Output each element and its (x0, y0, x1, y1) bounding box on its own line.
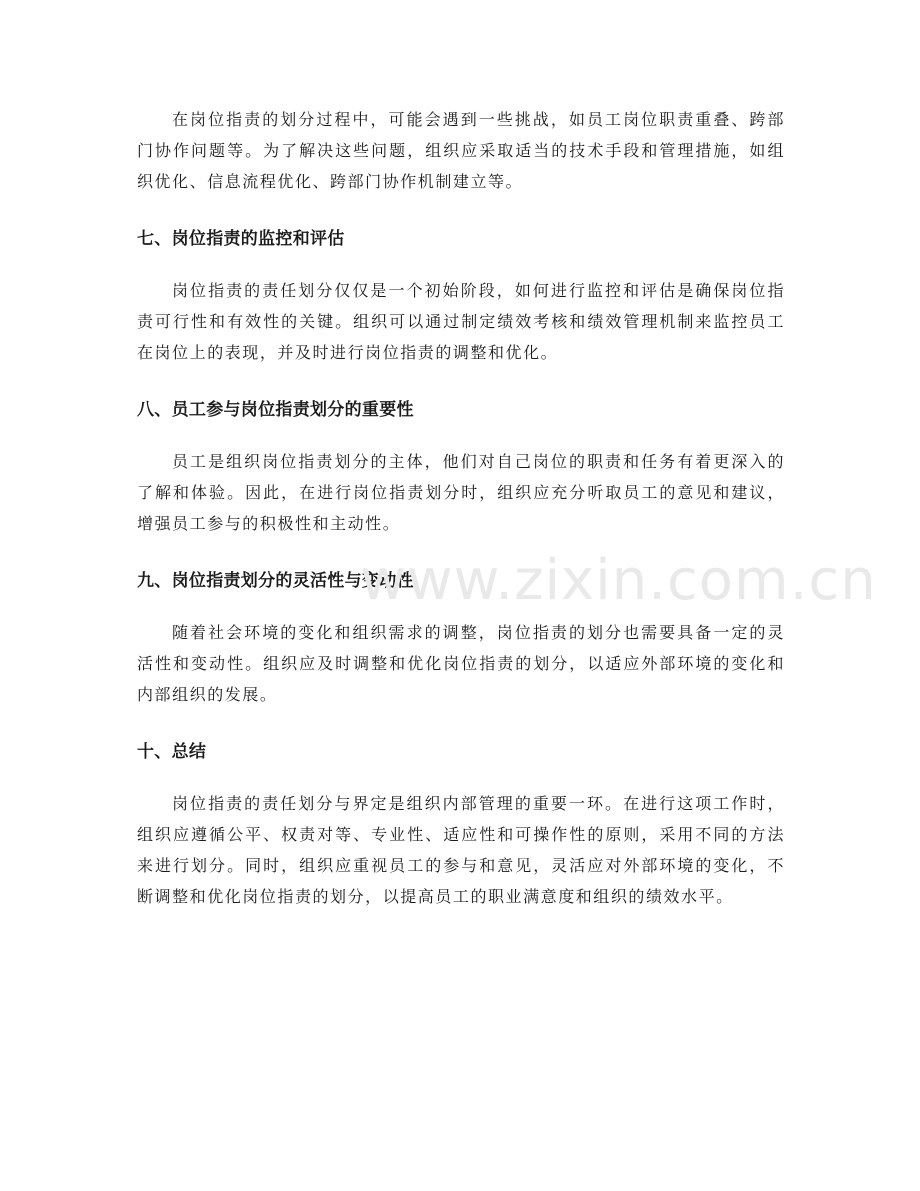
paragraph-section-7: 岗位指责的责任划分仅仅是一个初始阶段，如何进行监控和评估是确保岗位指责可行性和有效性的关键。组织可以通过制定绩效考核和绩效管理机制来监控员工在岗位上的表现，并及时进行岗位指责的调整和优化。 (137, 281, 785, 362)
paragraph-section-10: 岗位指责的责任划分与界定是组织内部管理的重要一环。在进行这项工作时，组织应遵循公平、权责对等、专业性、适应性和可操作性的原则，采用不同的方法来进行划分。同时，组织应重视员工的参与和意见，灵活应对外部环境的变化，不断调整和优化岗位指责的划分，以提高员工的职业满意度和组织的绩效水平。 (137, 794, 785, 906)
watermark: www.zixin.com.cn (360, 548, 877, 613)
paragraph-section-9: 随着社会环境的变化和组织需求的调整，岗位指责的划分也需要具备一定的灵活性和变动性。组织应及时调整和优化岗位指责的划分，以适应外部环境的变化和内部组织的发展。 (137, 623, 785, 704)
paragraph-intro: 在岗位指责的划分过程中，可能会遇到一些挑战，如员工岗位职责重叠、跨部门协作问题等。为了解决这些问题，组织应采取适当的技术手段和管理措施，如组织优化、信息流程优化、跨部门协作机制建立等。 (137, 110, 785, 191)
heading-section-7: 七、岗位指责的监控和评估 (137, 229, 345, 249)
document-body (137, 104, 785, 912)
heading-section-9: 九、岗位指责划分的灵活性与变动性 (137, 571, 414, 591)
heading-section-8: 八、员工参与岗位指责划分的重要性 (137, 400, 414, 420)
heading-section-10: 十、总结 (137, 742, 207, 762)
paragraph-section-8: 员工是组织岗位指责划分的主体，他们对自己岗位的职责和任务有着更深入的了解和体验。因此，在进行岗位指责划分时，组织应充分听取员工的意见和建议，增强员工参与的积极性和主动性。 (137, 452, 785, 533)
